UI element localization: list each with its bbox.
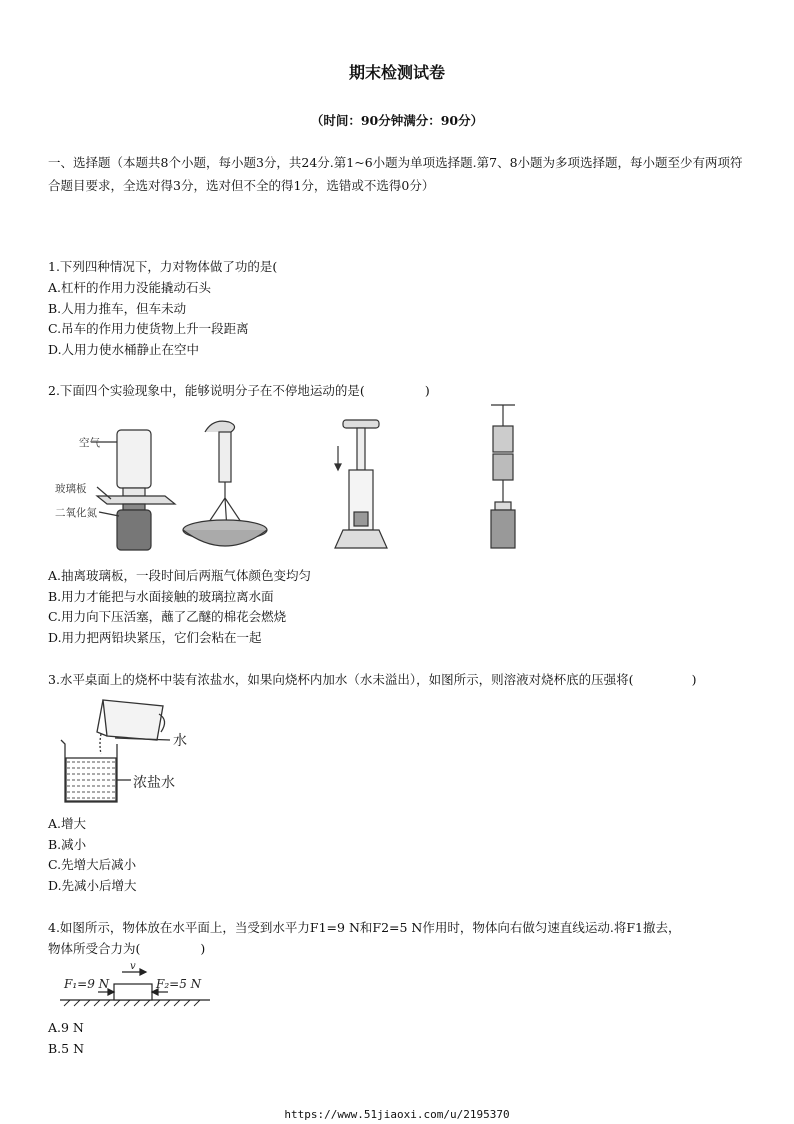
question-4-option-b: B.5 N [48,1041,85,1056]
label-water: 水 [173,733,187,749]
section-instructions: 一、选择题（本题共8个小题，每小题3分，共24分.第1~6小题为单项选择题.第7、8小题为多项选择题，每小题至少有两项符合题目要求，全选对得3分，选对但不全的得1分，选错或不选得0分） [48,155,743,193]
exam-time-score: （时间：90分钟满分：90分） [310,113,484,128]
question-2-figure [55,402,545,560]
label-glass-plate: 玻璃板 [55,483,87,495]
label-velocity: v [130,961,136,972]
question-3-stem-text: 3.水平桌面上的烧杯中装有浓盐水，如果向烧杯内加水（水未溢出），如图所示，则溶液对烧杯底的压强将( [48,672,634,687]
label-air: 空气 [79,437,100,449]
question-2-stem [48,381,430,399]
question-1-option-b: B.人用力推车，但车未动 [48,301,187,316]
question-3-option-c: C.先增大后减小 [48,857,137,872]
question-1-option-d: D.人用力使水桶静止在空中 [48,342,200,357]
label-salt-water: 浓盐水 [133,775,175,791]
question-4-option-a: A.9 N [48,1020,84,1035]
lead-blocks-figure [491,405,515,548]
question-2-stem-end: ) [424,383,430,398]
question-4-stem-text: 物体所受合力为( [48,941,141,956]
label-no2: 二氧化氮 [55,507,97,519]
spring-scale-figure [183,421,267,546]
question-2-option-a: A.抽离玻璃板，一段时间后两瓶气体颜色变均匀 [48,568,312,583]
question-3-option-b: B.减小 [48,837,87,852]
question-1-stem: 1.下列四种情况下，力对物体做了功的是( [48,259,278,274]
question-3-stem [48,670,696,688]
question-1-option-c: C.吊车的作用力使货物上升一段距离 [48,321,249,336]
air-compression-figure [335,420,387,548]
question-3-figure [55,692,215,804]
question-4-stem-line-1: 4.如图所示，物体放在水平面上，当受到水平力F1=9 N和F2=5 N作用时，物体向右做匀速直线运动.将F1撤去， [48,920,681,935]
paper-title: 期末检测试卷 [348,63,445,82]
question-4-figure [60,960,220,1016]
question-3-stem-end: ) [691,672,697,687]
question-1-option-a: A.杠杆的作用力没能撬动石头 [48,280,212,295]
diffusion-bottles-figure [91,430,175,550]
question-2-option-c: C.用力向下压活塞，蘸了乙醚的棉花会燃烧 [48,609,287,624]
question-3-option-d: D.先减小后增大 [48,878,137,893]
label-f2: F₂=5 N [156,977,202,991]
question-4-stem-end: ) [200,941,206,956]
question-2-option-b: B.用力才能把与水面接触的玻璃拉离水面 [48,589,274,604]
label-f1: F₁=9 N [64,977,110,991]
question-2-stem-text: 2.下面四个实验现象中，能够说明分子在不停地运动的是( [48,383,365,398]
question-4-stem-line-2 [48,939,205,957]
question-3-option-a: A.增大 [48,816,87,831]
question-2-option-d: D.用力把两铅块紧压，它们会粘在一起 [48,630,262,645]
footer-url[interactable]: https://www.51jiaoxi.com/u/2195370 [284,1108,510,1121]
